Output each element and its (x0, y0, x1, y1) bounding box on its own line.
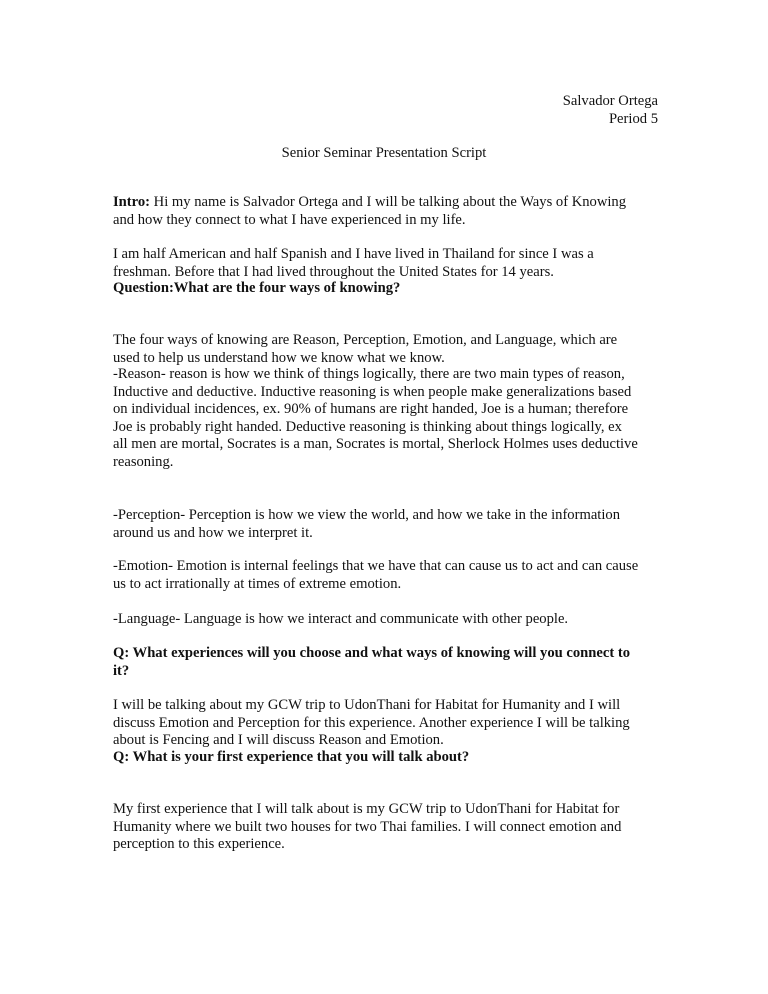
period: Period 5 (608, 111, 658, 127)
language-paragraph: -Language- Language is how we interact and communicate with other people. (113, 611, 569, 627)
first-experience-paragraph: My first experience that I will talk about is my GCW trip to UdonThani for Habitat for Humanity where we built two houses for two Thai families. I will connect emotion and perception to this experience. (113, 801, 622, 853)
first-experience-question: Q: What is your first experience that you will talk about? (113, 749, 470, 765)
background-paragraph: I am half American and half Spanish and I have lived in Thailand for since I was a freshman. Before that I had lived throughout the United States for 14 years. (113, 246, 594, 280)
emotion-paragraph: -Emotion- Emotion is internal feelings that we have that can cause us to act and can cause us to act irrationally at times of extreme emotion. (113, 558, 639, 592)
reason-paragraph: -Reason- reason is how we think of things logically, there are two main types of reason, Inductive and deductive. Inductive reasoning is when people make generalizations based on individual incidences, ex. 90% of humans are right handed, Joe is a human; therefore Joe is probably right handed. Deductive reasoning is thinking about things logically, ex all men are mortal, Socrates is a man, Socrates is mortal, Sherlock Holmes uses deductive reasoning. (113, 366, 638, 470)
intro-label: Intro: (113, 194, 151, 210)
intro-paragraph (113, 194, 673, 229)
perception-paragraph: -Perception- Perception is how we view the world, and how we take in the information around us and how we interpret it. (113, 507, 620, 541)
four-ways-paragraph: The four ways of knowing are Reason, Perception, Emotion, and Language, which are used to help us understand how we know what we know. (113, 332, 618, 366)
experiences-paragraph: I will be talking about my GCW trip to UdonThani for Habitat for Humanity and I will discuss Emotion and Perception for this experience. Another experience I will be talking about is Fencing and I will discuss Reason and Emotion. (113, 697, 630, 749)
question-heading: Question:What are the four ways of knowing? (113, 280, 401, 296)
author-name: Salvador Ortega (562, 93, 658, 109)
document-title: Senior Seminar Presentation Script (281, 145, 487, 161)
experiences-question: Q: What experiences will you choose and what ways of knowing will you connect to it? (113, 645, 631, 679)
intro-text: Hi my name is Salvador Ortega and I will be talking about the Ways of Knowing and how they connect to what I have experienced in my life. (113, 194, 627, 228)
